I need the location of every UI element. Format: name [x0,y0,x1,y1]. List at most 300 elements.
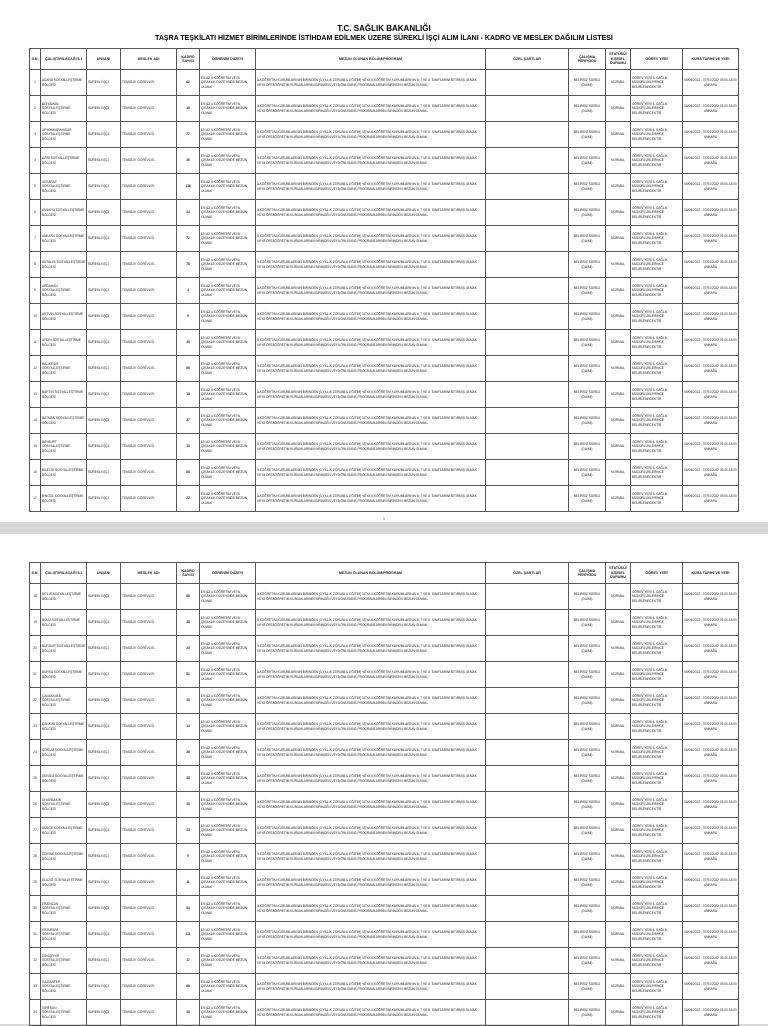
row-gorev-yeri: GÖREV YERİ İL SAĞLIK MÜDÜRLÜKLERİNCE BELİRLENECEKTİR. [631,636,683,662]
row-statu: NORMAL [606,304,631,330]
row-sn: 4 [30,148,41,174]
row-kadro: 36 [177,148,200,174]
row-statu: NORMAL [606,922,631,948]
row-unvan: SÜREKLİ İŞÇİ [87,70,121,96]
row-ogrenim: EN AZ İLKÖĞRETİM VEYA ÇIRAKLIK DÜZEYİNDE MEZUN OLMAK [200,408,256,434]
row-il: BATMAN SOSYALLEŞTİRME BÖLGESİ [41,408,87,434]
row-meslek: TEMİZLİK GÖREVLİSİ [121,792,177,818]
row-meslek: TEMİZLİK GÖREVLİSİ [121,740,177,766]
row-kura: 06/04/2022 - 07/04/2022 09.00-18.00 ANKARA [683,922,739,948]
row-periyot: BELİRSİZ SÜRELİ (DAİMİ) [569,896,606,922]
row-unvan: SÜREKLİ İŞÇİ [87,174,121,200]
meslek-header: MESLEK ADI [121,49,177,70]
row-unvan: SÜREKLİ İŞÇİ [87,714,121,740]
row-unvan: SÜREKLİ İŞÇİ [87,200,121,226]
row-meslek: TEMİZLİK GÖREVLİSİ [121,610,177,636]
row-bolum: İLKÖĞRETİM KURUMLARININ BİRİNDEN (3 YILLIK ZORUNLU EĞİTİM) VEYA İLKÖĞRETİM KURUMLARININ 6, 7 VE 8. SINIFLARINI BİTİRMİŞ OLMAK VEYA ORTAÖĞRETİM KURUMLARININ BİRİNDEN VEYA ÖNLİSANS PROGRAMLARININ BİRİNDEN MEZUN OLMAK. [256,688,486,714]
row-bolum: İLKÖĞRETİM KURUMLARININ BİRİNDEN (3 YILLIK ZORUNLU EĞİTİM) VEYA İLKÖĞRETİM KURUMLARININ 6, 7 VE 8. SINIFLARINI BİTİRMİŞ OLMAK VEYA ORTAÖĞRETİM KURUMLARININ BİRİNDEN VEYA ÖNLİSANS PROGRAMLARININ BİRİNDEN MEZUN OLMAK. [256,714,486,740]
row-kura: 06/04/2022 - 07/04/2022 09.00-18.00 ANKARA [683,1000,739,1026]
row-sn: 22 [30,688,41,714]
table-row [30,922,739,948]
row-ozel-sartlar [486,766,569,792]
row-periyot: BELİRSİZ SÜRELİ (DAİMİ) [569,636,606,662]
row-statu: NORMAL [606,1000,631,1026]
row-bolum: İLKÖĞRETİM KURUMLARININ BİRİNDEN (3 YILLIK ZORUNLU EĞİTİM) VEYA İLKÖĞRETİM KURUMLARININ 6, 7 VE 8. SINIFLARINI BİTİRMİŞ OLMAK VEYA ORTAÖĞRETİM KURUMLARININ BİRİNDEN VEYA ÖNLİSANS PROGRAMLARININ BİRİNDEN MEZUN OLMAK. [256,148,486,174]
row-bolum: İLKÖĞRETİM KURUMLARININ BİRİNDEN (3 YILLIK ZORUNLU EĞİTİM) VEYA İLKÖĞRETİM KURUMLARININ 6, 7 VE 8. SINIFLARINI BİTİRMİŞ OLMAK VEYA ORTAÖĞRETİM KURUMLARININ BİRİNDEN VEYA ÖNLİSANS PROGRAMLARININ BİRİNDEN MEZUN OLMAK. [256,330,486,356]
row-unvan: SÜREKLİ İŞÇİ [87,356,121,382]
row-gorev-yeri: GÖREV YERİ İL SAĞLIK MÜDÜRLÜKLERİNCE BELİRLENECEKTİR. [631,818,683,844]
row-kura: 06/04/2022 - 07/04/2022 09.00-18.00 ANKARA [683,792,739,818]
row-meslek: TEMİZLİK GÖREVLİSİ [121,1000,177,1026]
row-sn: 5 [30,174,41,200]
statu-header: STATÜSÜ/ KİŞİSEL DURUMU [606,49,631,70]
table-row [30,304,739,330]
row-kadro: 38 [177,740,200,766]
row-statu: NORMAL [606,174,631,200]
row-unvan: SÜREKLİ İŞÇİ [87,766,121,792]
row-ozel-sartlar [486,662,569,688]
row-ogrenim: EN AZ İLKÖĞRETİM VEYA ÇIRAKLIK DÜZEYİNDE MEZUN OLMAK [200,584,256,610]
row-bolum: İLKÖĞRETİM KURUMLARININ BİRİNDEN (3 YILLIK ZORUNLU EĞİTİM) VEYA İLKÖĞRETİM KURUMLARININ 6, 7 VE 8. SINIFLARINI BİTİRMİŞ OLMAK VEYA ORTAÖĞRETİM KURUMLARININ BİRİNDEN VEYA ÖNLİSANS PROGRAMLARININ BİRİNDEN MEZUN OLMAK. [256,766,486,792]
row-ozel-sartlar [486,460,569,486]
row-bolum: İLKÖĞRETİM KURUMLARININ BİRİNDEN (3 YILLIK ZORUNLU EĞİTİM) VEYA İLKÖĞRETİM KURUMLARININ 6, 7 VE 8. SINIFLARINI BİTİRMİŞ OLMAK VEYA ORTAÖĞRETİM KURUMLARININ BİRİNDEN VEYA ÖNLİSANS PROGRAMLARININ BİRİNDEN MEZUN OLMAK. [256,408,486,434]
row-statu: NORMAL [606,688,631,714]
row-ozel-sartlar [486,356,569,382]
row-bolum: İLKÖĞRETİM KURUMLARININ BİRİNDEN (3 YILLIK ZORUNLU EĞİTİM) VEYA İLKÖĞRETİM KURUMLARININ 6, 7 VE 8. SINIFLARINI BİTİRMİŞ OLMAK VEYA ORTAÖĞRETİM KURUMLARININ BİRİNDEN VEYA ÖNLİSANS PROGRAMLARININ BİRİNDEN MEZUN OLMAK. [256,844,486,870]
row-sn: 21 [30,662,41,688]
row-unvan: SÜREKLİ İŞÇİ [87,486,121,512]
ogrenim-header: ÖĞRENİM DÜZEYİ [200,49,256,70]
row-sn: 33 [30,974,41,1000]
row-periyot: BELİRSİZ SÜRELİ (DAİMİ) [569,844,606,870]
row-sn: 24 [30,740,41,766]
row-kura: 06/04/2022 - 07/04/2022 09.00-18.00 ANKARA [683,96,739,122]
row-gorev-yeri: GÖREV YERİ İL SAĞLIK MÜDÜRLÜKLERİNCE BELİRLENECEKTİR. [631,278,683,304]
row-meslek: TEMİZLİK GÖREVLİSİ [121,460,177,486]
row-kura: 06/04/2022 - 07/04/2022 09.00-18.00 ANKARA [683,766,739,792]
row-ogrenim: EN AZ İLKÖĞRETİM VEYA ÇIRAKLIK DÜZEYİNDE MEZUN OLMAK [200,896,256,922]
row-meslek: TEMİZLİK GÖREVLİSİ [121,408,177,434]
row-unvan: SÜREKLİ İŞÇİ [87,148,121,174]
row-gorev-yeri: GÖREV YERİ İL SAĞLIK MÜDÜRLÜKLERİNCE BELİRLENECEKTİR. [631,740,683,766]
row-kura: 06/04/2022 - 07/04/2022 09.00-18.00 ANKARA [683,200,739,226]
row-periyot: BELİRSİZ SÜRELİ (DAİMİ) [569,922,606,948]
row-meslek: TEMİZLİK GÖREVLİSİ [121,974,177,1000]
row-unvan: SÜREKLİ İŞÇİ [87,922,121,948]
table-row [30,896,739,922]
row-periyot: BELİRSİZ SÜRELİ (DAİMİ) [569,1000,606,1026]
row-bolum: İLKÖĞRETİM KURUMLARININ BİRİNDEN (3 YILLIK ZORUNLU EĞİTİM) VEYA İLKÖĞRETİM KURUMLARININ 6, 7 VE 8. SINIFLARINI BİTİRMİŞ OLMAK VEYA ORTAÖĞRETİM KURUMLARININ BİRİNDEN VEYA ÖNLİSANS PROGRAMLARININ BİRİNDEN MEZUN OLMAK. [256,226,486,252]
row-periyot: BELİRSİZ SÜRELİ (DAİMİ) [569,792,606,818]
row-sn: 10 [30,304,41,330]
row-ozel-sartlar [486,486,569,512]
row-il: ERZİNCAN SOSYALLEŞTİRME BÖLGESİ [41,896,87,922]
table-row [30,174,739,200]
row-ogrenim: EN AZ İLKÖĞRETİM VEYA ÇIRAKLIK DÜZEYİNDE MEZUN OLMAK [200,200,256,226]
row-gorev-yeri: GÖREV YERİ İL SAĞLIK MÜDÜRLÜKLERİNCE BELİRLENECEKTİR. [631,304,683,330]
row-periyot: BELİRSİZ SÜRELİ (DAİMİ) [569,408,606,434]
row-statu: NORMAL [606,662,631,688]
row-periyot: BELİRSİZ SÜRELİ (DAİMİ) [569,610,606,636]
row-ogrenim: EN AZ İLKÖĞRETİM VEYA ÇIRAKLIK DÜZEYİNDE MEZUN OLMAK [200,948,256,974]
row-il: BAYBURT SOSYALLEŞTİRME BÖLGESİ [41,434,87,460]
row-bolum: İLKÖĞRETİM KURUMLARININ BİRİNDEN (3 YILLIK ZORUNLU EĞİTİM) VEYA İLKÖĞRETİM KURUMLARININ 6, 7 VE 8. SINIFLARINI BİTİRMİŞ OLMAK VEYA ORTAÖĞRETİM KURUMLARININ BİRİNDEN VEYA ÖNLİSANS PROGRAMLARININ BİRİNDEN MEZUN OLMAK. [256,174,486,200]
row-kadro: 9 [177,304,200,330]
row-kadro: 72 [177,226,200,252]
row-statu: NORMAL [606,382,631,408]
kura-header: KURA TARİHİ VE YERİ [683,563,739,584]
table-row [30,948,739,974]
row-bolum: İLKÖĞRETİM KURUMLARININ BİRİNDEN (3 YILLIK ZORUNLU EĞİTİM) VEYA İLKÖĞRETİM KURUMLARININ 6, 7 VE 8. SINIFLARINI BİTİRMİŞ OLMAK VEYA ORTAÖĞRETİM KURUMLARININ BİRİNDEN VEYA ÖNLİSANS PROGRAMLARININ BİRİNDEN MEZUN OLMAK. [256,252,486,278]
row-ozel-sartlar [486,818,569,844]
row-meslek: TEMİZLİK GÖREVLİSİ [121,434,177,460]
row-kura: 06/04/2022 - 07/04/2022 09.00-18.00 ANKARA [683,818,739,844]
row-ogrenim: EN AZ İLKÖĞRETİM VEYA ÇIRAKLIK DÜZEYİNDE MEZUN OLMAK [200,844,256,870]
row-kadro: 19 [177,96,200,122]
row-bolum: İLKÖĞRETİM KURUMLARININ BİRİNDEN (3 YILLIK ZORUNLU EĞİTİM) VEYA İLKÖĞRETİM KURUMLARININ 6, 7 VE 8. SINIFLARINI BİTİRMİŞ OLMAK VEYA ORTAÖĞRETİM KURUMLARININ BİRİNDEN VEYA ÖNLİSANS PROGRAMLARININ BİRİNDEN MEZUN OLMAK. [256,896,486,922]
row-il: ANTALYA SOSYALLEŞTİRME BÖLGESİ [41,252,87,278]
row-unvan: SÜREKLİ İŞÇİ [87,844,121,870]
row-ogrenim: EN AZ İLKÖĞRETİM VEYA ÇIRAKLIK DÜZEYİNDE MEZUN OLMAK [200,662,256,688]
row-kadro: 23 [177,818,200,844]
row-kadro: 136 [177,174,200,200]
row-sn: 17 [30,486,41,512]
row-il: ARDAHAN SOSYALLEŞTİRME BÖLGESİ [41,278,87,304]
row-kadro: 22 [177,486,200,512]
row-kura: 06/04/2022 - 07/04/2022 09.00-18.00 ANKARA [683,974,739,1000]
row-meslek: TEMİZLİK GÖREVLİSİ [121,200,177,226]
row-sn: 14 [30,408,41,434]
row-bolum: İLKÖĞRETİM KURUMLARININ BİRİNDEN (3 YILLIK ZORUNLU EĞİTİM) VEYA İLKÖĞRETİM KURUMLARININ 6, 7 VE 8. SINIFLARINI BİTİRMİŞ OLMAK VEYA ORTAÖĞRETİM KURUMLARININ BİRİNDEN VEYA ÖNLİSANS PROGRAMLARININ BİRİNDEN MEZUN OLMAK. [256,948,486,974]
row-ogrenim: EN AZ İLKÖĞRETİM VEYA ÇIRAKLIK DÜZEYİNDE MEZUN OLMAK [200,1000,256,1026]
row-bolum: İLKÖĞRETİM KURUMLARININ BİRİNDEN (3 YILLIK ZORUNLU EĞİTİM) VEYA İLKÖĞRETİM KURUMLARININ 6, 7 VE 8. SINIFLARINI BİTİRMİŞ OLMAK VEYA ORTAÖĞRETİM KURUMLARININ BİRİNDEN VEYA ÖNLİSANS PROGRAMLARININ BİRİNDEN MEZUN OLMAK. [256,304,486,330]
row-bolum: İLKÖĞRETİM KURUMLARININ BİRİNDEN (3 YILLIK ZORUNLU EĞİTİM) VEYA İLKÖĞRETİM KURUMLARININ 6, 7 VE 8. SINIFLARINI BİTİRMİŞ OLMAK VEYA ORTAÖĞRETİM KURUMLARININ BİRİNDEN VEYA ÖNLİSANS PROGRAMLARININ BİRİNDEN MEZUN OLMAK. [256,636,486,662]
row-kadro: 33 [177,636,200,662]
table-row [30,96,739,122]
row-meslek: TEMİZLİK GÖREVLİSİ [121,818,177,844]
row-statu: NORMAL [606,486,631,512]
document-title: T.C. SAĞLIK BAKANLIĞI [337,24,431,33]
row-ogrenim: EN AZ İLKÖĞRETİM VEYA ÇIRAKLIK DÜZEYİNDE MEZUN OLMAK [200,818,256,844]
ozel-sartlar-header: ÖZEL ŞARTLAR [486,49,569,70]
table-row [30,148,739,174]
table-row [30,356,739,382]
row-il: ANKARA SOSYALLEŞTİRME BÖLGESİ [41,226,87,252]
row-gorev-yeri: GÖREV YERİ İL SAĞLIK MÜDÜRLÜKLERİNCE BELİRLENECEKTİR. [631,896,683,922]
row-meslek: TEMİZLİK GÖREVLİSİ [121,584,177,610]
row-ozel-sartlar [486,896,569,922]
row-unvan: SÜREKLİ İŞÇİ [87,896,121,922]
row-statu: NORMAL [606,122,631,148]
row-kura: 06/04/2022 - 07/04/2022 09.00-18.00 ANKARA [683,278,739,304]
table-row [30,662,739,688]
row-kura: 06/04/2022 - 07/04/2022 09.00-18.00 ANKARA [683,460,739,486]
row-unvan: SÜREKLİ İŞÇİ [87,870,121,896]
row-kura: 06/04/2022 - 07/04/2022 09.00-18.00 ANKARA [683,70,739,96]
row-kura: 06/04/2022 - 07/04/2022 09.00-18.00 ANKARA [683,304,739,330]
row-bolum: İLKÖĞRETİM KURUMLARININ BİRİNDEN (3 YILLIK ZORUNLU EĞİTİM) VEYA İLKÖĞRETİM KURUMLARININ 6, 7 VE 8. SINIFLARINI BİTİRMİŞ OLMAK VEYA ORTAÖĞRETİM KURUMLARININ BİRİNDEN VEYA ÖNLİSANS PROGRAMLARININ BİRİNDEN MEZUN OLMAK. [256,356,486,382]
row-ogrenim: EN AZ İLKÖĞRETİM VEYA ÇIRAKLIK DÜZEYİNDE MEZUN OLMAK [200,870,256,896]
row-gorev-yeri: GÖREV YERİ İL SAĞLIK MÜDÜRLÜKLERİNCE BELİRLENECEKTİR. [631,584,683,610]
row-sn: 31 [30,922,41,948]
row-gorev-yeri: GÖREV YERİ İL SAĞLIK MÜDÜRLÜKLERİNCE BELİRLENECEKTİR. [631,714,683,740]
row-ozel-sartlar [486,148,569,174]
row-gorev-yeri: GÖREV YERİ İL SAĞLIK MÜDÜRLÜKLERİNCE BELİRLENECEKTİR. [631,434,683,460]
row-periyot: BELİRSİZ SÜRELİ (DAİMİ) [569,974,606,1000]
row-ozel-sartlar [486,740,569,766]
row-ogrenim: EN AZ İLKÖĞRETİM VEYA ÇIRAKLIK DÜZEYİNDE MEZUN OLMAK [200,70,256,96]
row-unvan: SÜREKLİ İŞÇİ [87,610,121,636]
row-periyot: BELİRSİZ SÜRELİ (DAİMİ) [569,486,606,512]
row-kadro: 17 [177,948,200,974]
table-row [30,636,739,662]
row-bolum: İLKÖĞRETİM KURUMLARININ BİRİNDEN (3 YILLIK ZORUNLU EĞİTİM) VEYA İLKÖĞRETİM KURUMLARININ 6, 7 VE 8. SINIFLARINI BİTİRMİŞ OLMAK VEYA ORTAÖĞRETİM KURUMLARININ BİRİNDEN VEYA ÖNLİSANS PROGRAMLARININ BİRİNDEN MEZUN OLMAK. [256,278,486,304]
row-gorev-yeri: GÖREV YERİ İL SAĞLIK MÜDÜRLÜKLERİNCE BELİRLENECEKTİR. [631,948,683,974]
row-periyot: BELİRSİZ SÜRELİ (DAİMİ) [569,460,606,486]
table-row [30,200,739,226]
row-statu: NORMAL [606,408,631,434]
row-unvan: SÜREKLİ İŞÇİ [87,818,121,844]
row-ozel-sartlar [486,96,569,122]
row-kadro: 4 [177,278,200,304]
row-gorev-yeri: GÖREV YERİ İL SAĞLIK MÜDÜRLÜKLERİNCE BELİRLENECEKTİR. [631,688,683,714]
row-ogrenim: EN AZ İLKÖĞRETİM VEYA ÇIRAKLIK DÜZEYİNDE MEZUN OLMAK [200,688,256,714]
row-unvan: SÜREKLİ İŞÇİ [87,382,121,408]
row-gorev-yeri: GÖREV YERİ İL SAĞLIK MÜDÜRLÜKLERİNCE BELİRLENECEKTİR. [631,870,683,896]
row-meslek: TEMİZLİK GÖREVLİSİ [121,636,177,662]
row-gorev-yeri: GÖREV YERİ İL SAĞLIK MÜDÜRLÜKLERİNCE BELİRLENECEKTİR. [631,610,683,636]
row-gorev-yeri: GÖREV YERİ İL SAĞLIK MÜDÜRLÜKLERİNCE BELİRLENECEKTİR. [631,1000,683,1026]
row-kura: 06/04/2022 - 07/04/2022 09.00-18.00 ANKARA [683,662,739,688]
row-kura: 06/04/2022 - 07/04/2022 09.00-18.00 ANKARA [683,740,739,766]
table-header-row [30,563,739,584]
row-meslek: TEMİZLİK GÖREVLİSİ [121,486,177,512]
table-row [30,766,739,792]
table-row [30,70,739,96]
row-meslek: TEMİZLİK GÖREVLİSİ [121,714,177,740]
row-kadro: 66 [177,356,200,382]
row-kura: 06/04/2022 - 07/04/2022 09.00-18.00 ANKARA [683,714,739,740]
table-row [30,610,739,636]
row-il: ADANA SOSYALLEŞTİRME BÖLGESİ [41,70,87,96]
row-meslek: TEMİZLİK GÖREVLİSİ [121,96,177,122]
kadro-header: KADRO SAYISI [177,49,200,70]
row-ogrenim: EN AZ İLKÖĞRETİM VEYA ÇIRAKLIK DÜZEYİNDE MEZUN OLMAK [200,304,256,330]
row-kura: 06/04/2022 - 07/04/2022 09.00-18.00 ANKARA [683,584,739,610]
row-statu: NORMAL [606,896,631,922]
row-kadro: 14 [177,714,200,740]
row-kadro: 30 [177,688,200,714]
row-kura: 06/04/2022 - 07/04/2022 09.00-18.00 ANKARA [683,896,739,922]
row-kura: 06/04/2022 - 07/04/2022 09.00-18.00 ANKARA [683,252,739,278]
row-bolum: İLKÖĞRETİM KURUMLARININ BİRİNDEN (3 YILLIK ZORUNLU EĞİTİM) VEYA İLKÖĞRETİM KURUMLARININ 6, 7 VE 8. SINIFLARINI BİTİRMİŞ OLMAK VEYA ORTAÖĞRETİM KURUMLARININ BİRİNDEN VEYA ÖNLİSANS PROGRAMLARININ BİRİNDEN MEZUN OLMAK. [256,200,486,226]
table-row [30,226,739,252]
row-periyot: BELİRSİZ SÜRELİ (DAİMİ) [569,356,606,382]
row-ogrenim: EN AZ İLKÖĞRETİM VEYA ÇIRAKLIK DÜZEYİNDE MEZUN OLMAK [200,610,256,636]
row-statu: NORMAL [606,974,631,1000]
row-ozel-sartlar [486,200,569,226]
bolum-header: MEZUN OLUNAN BÖLÜM/PROGRAM [256,563,486,584]
row-il: ARTVİN SOSYALLEŞTİRME BÖLGESİ [41,304,87,330]
row-meslek: TEMİZLİK GÖREVLİSİ [121,662,177,688]
row-gorev-yeri: GÖREV YERİ İL SAĞLIK MÜDÜRLÜKLERİNCE BELİRLENECEKTİR. [631,96,683,122]
row-statu: NORMAL [606,636,631,662]
row-ozel-sartlar [486,688,569,714]
row-gorev-yeri: GÖREV YERİ İL SAĞLIK MÜDÜRLÜKLERİNCE BELİRLENECEKTİR. [631,792,683,818]
row-bolum: İLKÖĞRETİM KURUMLARININ BİRİNDEN (3 YILLIK ZORUNLU EĞİTİM) VEYA İLKÖĞRETİM KURUMLARININ 6, 7 VE 8. SINIFLARINI BİTİRMİŞ OLMAK VEYA ORTAÖĞRETİM KURUMLARININ BİRİNDEN VEYA ÖNLİSANS PROGRAMLARININ BİRİNDEN MEZUN OLMAK. [256,792,486,818]
row-kura: 06/04/2022 - 07/04/2022 09.00-18.00 ANKARA [683,122,739,148]
row-periyot: BELİRSİZ SÜRELİ (DAİMİ) [569,330,606,356]
row-il: AĞRI SOSYALLEŞTİRME BÖLGESİ [41,148,87,174]
row-ozel-sartlar [486,584,569,610]
row-kadro: 78 [177,252,200,278]
row-ozel-sartlar [486,122,569,148]
row-gorev-yeri: GÖREV YERİ İL SAĞLIK MÜDÜRLÜKLERİNCE BELİRLENECEKTİR. [631,226,683,252]
row-il: BARTIN SOSYALLEŞTİRME BÖLGESİ [41,382,87,408]
row-periyot: BELİRSİZ SÜRELİ (DAİMİ) [569,948,606,974]
table-body [30,584,739,1026]
row-kura: 06/04/2022 - 07/04/2022 09.00-18.00 ANKARA [683,636,739,662]
row-ogrenim: EN AZ İLKÖĞRETİM VEYA ÇIRAKLIK DÜZEYİNDE MEZUN OLMAK [200,148,256,174]
row-sn: 11 [30,330,41,356]
row-statu: NORMAL [606,714,631,740]
row-statu: NORMAL [606,792,631,818]
row-ozel-sartlar [486,174,569,200]
periyot-header: ÇALIŞMA PERİYODU [569,49,606,70]
row-sn: 27 [30,818,41,844]
row-bolum: İLKÖĞRETİM KURUMLARININ BİRİNDEN (3 YILLIK ZORUNLU EĞİTİM) VEYA İLKÖĞRETİM KURUMLARININ 6, 7 VE 8. SINIFLARINI BİTİRMİŞ OLMAK VEYA ORTAÖĞRETİM KURUMLARININ BİRİNDEN VEYA ÖNLİSANS PROGRAMLARININ BİRİNDEN MEZUN OLMAK. [256,610,486,636]
row-ozel-sartlar [486,948,569,974]
unvan-header: UNVANI [87,563,121,584]
row-kadro: 77 [177,122,200,148]
statu-header: STATÜSÜ/ KİŞİSEL DURUMU [606,563,631,584]
row-sn: 26 [30,792,41,818]
row-ozel-sartlar [486,792,569,818]
table-row [30,792,739,818]
row-kadro: 37 [177,408,200,434]
row-ogrenim: EN AZ İLKÖĞRETİM VEYA ÇIRAKLIK DÜZEYİNDE MEZUN OLMAK [200,974,256,1000]
row-il: ÇORUM SOSYALLEŞTİRME BÖLGESİ [41,740,87,766]
table-header-row [30,49,739,70]
row-il: BURSA SOSYALLEŞTİRME BÖLGESİ [41,662,87,688]
row-meslek: TEMİZLİK GÖREVLİSİ [121,766,177,792]
row-ozel-sartlar [486,974,569,1000]
row-gorev-yeri: GÖREV YERİ İL SAĞLIK MÜDÜRLÜKLERİNCE BELİRLENECEKTİR. [631,174,683,200]
row-statu: NORMAL [606,96,631,122]
row-gorev-yeri: GÖREV YERİ İL SAĞLIK MÜDÜRLÜKLERİNCE BELİRLENECEKTİR. [631,200,683,226]
row-statu: NORMAL [606,460,631,486]
il-header: ÇALIŞTIRILACAĞI İLİ [41,563,87,584]
row-ogrenim: EN AZ İLKÖĞRETİM VEYA ÇIRAKLIK DÜZEYİNDE MEZUN OLMAK [200,278,256,304]
row-kadro: 15 [177,382,200,408]
meslek-header: MESLEK ADI [121,563,177,584]
row-sn: 1 [30,70,41,96]
row-sn: 29 [30,870,41,896]
row-gorev-yeri: GÖREV YERİ İL SAĞLIK MÜDÜRLÜKLERİNCE BELİRLENECEKTİR. [631,70,683,96]
row-unvan: SÜREKLİ İŞÇİ [87,584,121,610]
row-il: BİLECİK SOSYALLEŞTİRME BÖLGESİ [41,460,87,486]
row-kadro: 111 [177,922,200,948]
row-ozel-sartlar [486,408,569,434]
row-sn: 15 [30,434,41,460]
row-sn: 18 [30,584,41,610]
row-gorev-yeri: GÖREV YERİ İL SAĞLIK MÜDÜRLÜKLERİNCE BELİRLENECEKTİR. [631,382,683,408]
row-bolum: İLKÖĞRETİM KURUMLARININ BİRİNDEN (3 YILLIK ZORUNLU EĞİTİM) VEYA İLKÖĞRETİM KURUMLARININ 6, 7 VE 8. SINIFLARINI BİTİRMİŞ OLMAK VEYA ORTAÖĞRETİM KURUMLARININ BİRİNDEN VEYA ÖNLİSANS PROGRAMLARININ BİRİNDEN MEZUN OLMAK. [256,96,486,122]
row-ozel-sartlar [486,304,569,330]
row-statu: NORMAL [606,200,631,226]
row-meslek: TEMİZLİK GÖREVLİSİ [121,252,177,278]
row-statu: NORMAL [606,610,631,636]
row-meslek: TEMİZLİK GÖREVLİSİ [121,688,177,714]
row-statu: NORMAL [606,740,631,766]
row-ogrenim: EN AZ İLKÖĞRETİM VEYA ÇIRAKLIK DÜZEYİNDE MEZUN OLMAK [200,636,256,662]
row-statu: NORMAL [606,870,631,896]
row-meslek: TEMİZLİK GÖREVLİSİ [121,870,177,896]
row-meslek: TEMİZLİK GÖREVLİSİ [121,948,177,974]
row-statu: NORMAL [606,584,631,610]
row-unvan: SÜREKLİ İŞÇİ [87,792,121,818]
row-kadro: 13 [177,434,200,460]
row-sn: 8 [30,252,41,278]
row-statu: NORMAL [606,330,631,356]
row-unvan: SÜREKLİ İŞÇİ [87,636,121,662]
row-kura: 06/04/2022 - 07/04/2022 09.00-18.00 ANKARA [683,382,739,408]
row-bolum: İLKÖĞRETİM KURUMLARININ BİRİNDEN (3 YILLIK ZORUNLU EĞİTİM) VEYA İLKÖĞRETİM KURUMLARININ 6, 7 VE 8. SINIFLARINI BİTİRMİŞ OLMAK VEYA ORTAÖĞRETİM KURUMLARININ BİRİNDEN VEYA ÖNLİSANS PROGRAMLARININ BİRİNDEN MEZUN OLMAK. [256,818,486,844]
row-il: AMASYA SOSYALLEŞTİRME BÖLGESİ [41,200,87,226]
periyot-header: ÇALIŞMA PERİYODU [569,563,606,584]
row-il: GİRESUN SOSYALLEŞTİRME BÖLGESİ [41,1000,87,1026]
row-il: ERZURUM SOSYALLEŞTİRME BÖLGESİ [41,922,87,948]
row-ogrenim: EN AZ İLKÖĞRETİM VEYA ÇIRAKLIK DÜZEYİNDE MEZUN OLMAK [200,252,256,278]
row-meslek: TEMİZLİK GÖREVLİSİ [121,122,177,148]
row-ogrenim: EN AZ İLKÖĞRETİM VEYA ÇIRAKLIK DÜZEYİNDE MEZUN OLMAK [200,330,256,356]
row-gorev-yeri: GÖREV YERİ İL SAĞLIK MÜDÜRLÜKLERİNCE BELİRLENECEKTİR. [631,922,683,948]
row-il: DENİZLİ SOSYALLEŞTİRME BÖLGESİ [41,766,87,792]
gorev-yeri-header: GÖREV YERİ [631,563,683,584]
row-kura: 06/04/2022 - 07/04/2022 09.00-18.00 ANKARA [683,356,739,382]
row-il: EDİRNE SOSYALLEŞTİRME BÖLGESİ [41,844,87,870]
table-row [30,460,739,486]
row-ozel-sartlar [486,610,569,636]
row-periyot: BELİRSİZ SÜRELİ (DAİMİ) [569,200,606,226]
row-bolum: İLKÖĞRETİM KURUMLARININ BİRİNDEN (3 YILLIK ZORUNLU EĞİTİM) VEYA İLKÖĞRETİM KURUMLARININ 6, 7 VE 8. SINIFLARINI BİTİRMİŞ OLMAK VEYA ORTAÖĞRETİM KURUMLARININ BİRİNDEN VEYA ÖNLİSANS PROGRAMLARININ BİRİNDEN MEZUN OLMAK. [256,70,486,96]
kura-header: KURA TARİHİ VE YERİ [683,49,739,70]
table-row [30,278,739,304]
row-meslek: TEMİZLİK GÖREVLİSİ [121,226,177,252]
il-header: ÇALIŞTIRILACAĞI İLİ [41,49,87,70]
row-periyot: BELİRSİZ SÜRELİ (DAİMİ) [569,122,606,148]
row-meslek: TEMİZLİK GÖREVLİSİ [121,148,177,174]
row-ogrenim: EN AZ İLKÖĞRETİM VEYA ÇIRAKLIK DÜZEYİNDE MEZUN OLMAK [200,434,256,460]
row-ogrenim: EN AZ İLKÖĞRETİM VEYA ÇIRAKLIK DÜZEYİNDE MEZUN OLMAK [200,460,256,486]
row-ogrenim: EN AZ İLKÖĞRETİM VEYA ÇIRAKLIK DÜZEYİNDE MEZUN OLMAK [200,174,256,200]
document-page-2 [0,534,768,1024]
row-ozel-sartlar [486,636,569,662]
row-unvan: SÜREKLİ İŞÇİ [87,304,121,330]
row-unvan: SÜREKLİ İŞÇİ [87,688,121,714]
row-ozel-sartlar [486,278,569,304]
row-kadro: 66 [177,974,200,1000]
row-unvan: SÜREKLİ İŞÇİ [87,252,121,278]
table-row [30,844,739,870]
row-sn: 28 [30,844,41,870]
row-kadro: 30 [177,792,200,818]
row-unvan: SÜREKLİ İŞÇİ [87,226,121,252]
table-row [30,688,739,714]
distribution-table-page-2 [29,562,739,1026]
row-kadro: 51 [177,662,200,688]
row-sn: 16 [30,460,41,486]
